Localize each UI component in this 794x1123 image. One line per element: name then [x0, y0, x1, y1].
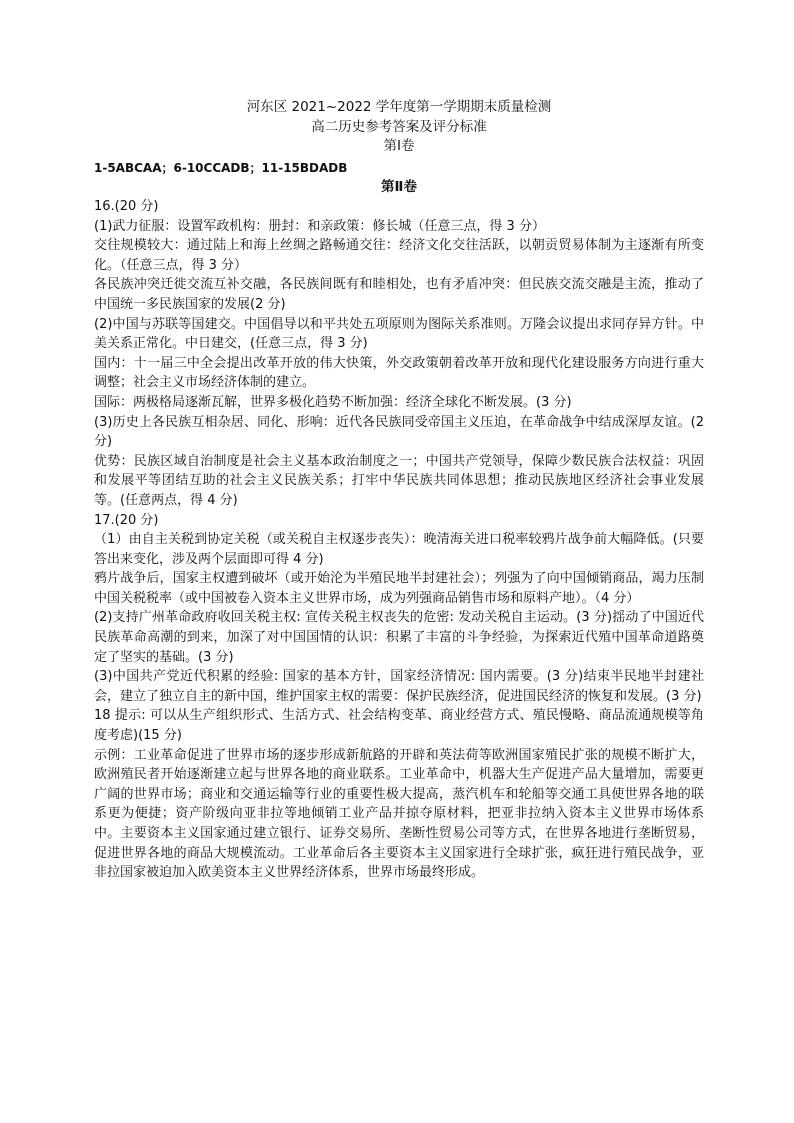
q16-part3-advantages: 优势：民族区域自治制度是社会主义基本政治制度之一；中国共产党领导，保障少数民族合法权益：巩固和发展平等团结互助的社会主义民族关系；打牢中华民族共同体思想；推动民族地区经济社会事业发展等。(任意两点，得 4 分) — [94, 453, 704, 508]
q17-part1-reason: 鸦片战争后，国家主权遭到破坏（或开始沦为半殖民地半封建社会）；列强为了向中国倾销商品，竭力压制中国关税税率（或中国被卷入资本主义世界市场，成为列强商品销售市场和原料产地）。（4 分） — [94, 571, 704, 606]
section-1-heading: 第Ⅰ卷 — [383, 138, 415, 154]
q16-part2-diplomacy: (2)中国与苏联等国建交。中国倡导以和平共处五项原则为图际关系准则。万隆会议提出求同存异方针。中美关系正常化。中日建交，(任意三点，得 3 分) — [94, 316, 704, 352]
document-subtitle: 高二历史参考答案及评分标准 — [311, 119, 487, 135]
q16-part2-domestic: 国内：十一届三中全会提出改革开放的伟大快策，外交政策朝着改革开放和现代化建设服务方向进行重大调整；社会主义市场经济体制的建立。 — [94, 355, 704, 391]
choice-answers: 1-5ABCAA；6-10CCADB；11-15BDADB — [94, 161, 348, 175]
q16-part2-international: 国际：两极格局逐渐瓦解，世界多极化趋势不断加强：经济全球化不断发展。(3 分) — [94, 394, 572, 410]
q16-part3-history: (3)历史上各民族互相杂居、同化、形响：近代各民族同受帝国主义压迫，在革命战争中结成深厚友谊。(2 分) — [94, 414, 704, 450]
q17-part3: (3)中国共产党近代积累的经验: 国家的基本方针，国家经济情况: 国内需要。(3 分)结束半民地半封建社会，建立了独立自主的新中国，维护国家主权的需要：保护民族经济，促进国民经济的恢复和发展。(3 分) — [94, 669, 704, 704]
document-title: 河东区 2021~2022 学年度第一学期期末质量检测 — [246, 99, 552, 115]
q16-part1-methods: (1)武力征服：设置军政机构：册封：和亲政策：修长城（任意三点，得 3 分） — [94, 218, 545, 234]
q16-part1-exchange: 交往规模较大：通过陆上和海上丝绸之路畅通交往：经济文化交往活跃，以朝贡贸易体制为主逐渐有所变化。（任意三点，得 3 分） — [94, 238, 704, 273]
answer-sheet-page — [94, 98, 704, 883]
q17-part2: (2)支持广州革命政府收回关税主权: 宣传关税主权丧失的危密: 发动关税自主运动。(3 分)揺动了中国近代民族革命高潮的到来，加深了对中国国情的认识：积累了丰富的斗争经验，为探索近代殖中国革命道路奠定了坚实的基础。(3 分) — [94, 610, 704, 665]
q17-heading: 17.(20 分) — [94, 512, 159, 528]
q17-part1-change: （1）由自主关税到协定关税（或关税自主权逐步丧失）：晚清海关进口税率较鸦片战争前大幅降低。(只要答出来变化，涉及两个层面即可得 4 分) — [94, 532, 704, 567]
q16-heading: 16.(20 分) — [94, 199, 159, 214]
section-2-heading: 第Ⅱ卷 — [381, 179, 417, 195]
q16-part1-relations: 各民族冲突迁徙交流互补交融，各民族间既有和睦相处，也有矛盾冲突：但民族交流交融是主流，推动了中国统一多民族国家的发展(2 分) — [94, 277, 704, 312]
q18-hint: 18 提示: 可以从生产组织形式、生活方式、社会结构变革、商业经营方式、殖民慢略、商品流通规模等角度考虑)(15 分) — [94, 708, 704, 744]
q18-example: 示例：工业革命促进了世界市场的逐步形成新航路的开辟和英法荷等欧洲国家殖民扩张的规模不断扩大，欧洲殖民者开始逐渐建立起与世界各地的商业联系。工业革命中，机器大生产促进产品大量增加，需要更广阔的世界市场；商业和交通运输等行业的重要性极大提高，蒸汽机车和轮船等交通工具使世界各地的联系更为便捷；资产阶级向亚非拉等地倾销工业产品并掠夺原材料，把亚非拉纳入资本主义世界市场体系中。主要资本主义国家通过建立银行、证券交易所、垄断性贸易公司等方式，在世界各地进行垄断贸易，促进世界各地的商品大规模流动。工业革命后各主要资本主义国家进行全球扩张，疯狂进行殖民战争，亚非拉国家被迫加入欧美资本主义世界经济体系，世界市场最终形成。 — [94, 747, 704, 881]
